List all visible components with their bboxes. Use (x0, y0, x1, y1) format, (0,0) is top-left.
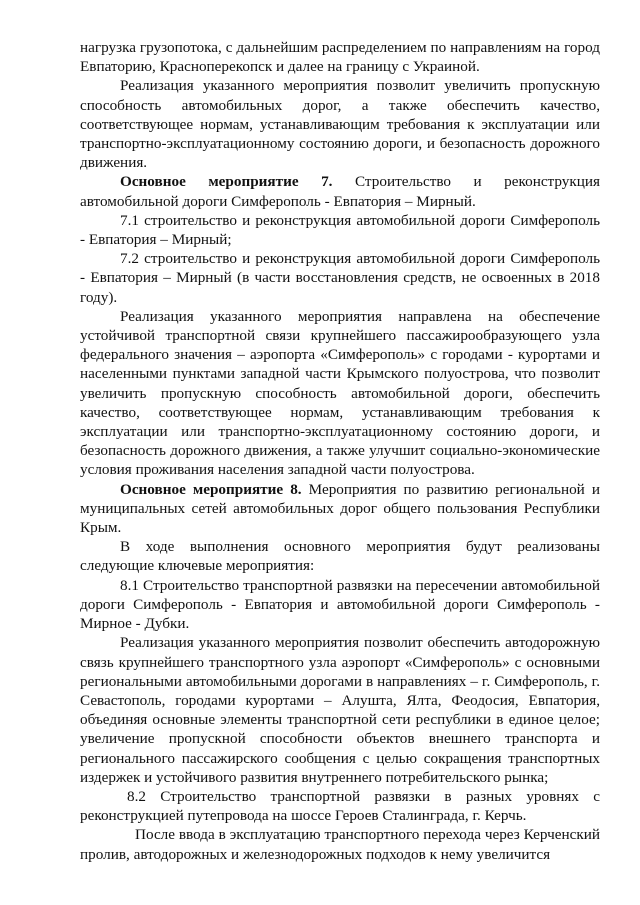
paragraph-item-8-1: 8.1 Строительство транспортной развязки на пересечении автомобильной дороги Симферополь - Евпатория и автомобильной дороги Симферополь - Мирное - Дубки. (80, 576, 600, 633)
measure-8-heading: Основное мероприятие 8. (120, 480, 302, 498)
measure-8-text: Мероприятия по развитию региональной и муниципальных сетей автомобильных дорог общего пользования Республики Крым. (80, 480, 600, 537)
paragraph-implementation-3: Реализация указанного мероприятия позволит обеспечить автодорожную связь крупнейшего транспортного узла аэропорт «Симферополь» с основными региональными автомобильными дорогами в направлениях – г. Симферополь, г. Севастополь, городами курортами – Алушта, Ялта, Феодосия, Евпатория, объединяя основные элементы транспортной сети республики в единое целое; увеличение пропускной способности объектов внешнего транспорта и регионального пассажирского сообщения с целью сокращения транспортных издержек и устойчивого развития внутреннего потребительского рынка; (80, 634, 600, 786)
paragraph-implementation-1: Реализация указанного мероприятия позволит увеличить пропускную способность автомобильных дорог, а также обеспечить качество, соответствующее нормам, устанавливающим требования к эксплуатации или транспортно-эксплуатационному состоянию дороги, и безопасность дорожного движения. (80, 77, 600, 172)
measure-7-heading: Основное мероприятие 7. (120, 173, 333, 191)
paragraph-measure-8 (80, 480, 600, 538)
paragraph-item-7-2: 7.2 строительство и реконструкция автомобильной дороги Симферополь - Евпатория – Мирный (в части восстановления средств, не освоенных в 2018 году). (80, 250, 600, 306)
paragraph-cargo-flow: нагрузка грузопотока, с дальнейшим распределением по направлениям на город Евпаторию, Красноперекопск и далее на границу с Украиной. (80, 39, 600, 76)
document-page (80, 38, 600, 864)
paragraph-item-7-1: 7.1 строительство и реконструкция автомобильной дороги Симферополь - Евпатория – Мирный; (80, 211, 600, 249)
paragraph-key-measures: В ходе выполнения основного мероприятия будут реализованы следующие ключевые мероприятия: (80, 538, 600, 575)
paragraph-implementation-2: Реализация указанного мероприятия направлена на обеспечение устойчивой транспортной связи крупнейшего пассажирообразующего узла федерального значения – аэропорта «Симферополь» с городами - курортами и населенными пунктами западной части Крымского полуострова, что позволит увеличить пропускную способность автомобильной дороги, обеспечить качество, соответствующее нормам, устанавливающим требования к эксплуатации или транспортно-эксплуатационному состоянию дороги, и безопасность дорожного движения, а также улучшит социально-экономические условия проживания населения западной части полуострова. (80, 307, 600, 479)
paragraph-measure-7 (80, 172, 600, 210)
paragraph-kerch-crossing: После ввода в эксплуатацию транспортного перехода через Керченский пролив, автодорожных и железнодорожных подходов к нему увеличится (80, 826, 600, 863)
measure-7-text: Строительство и реконструкция автомобильной дороги Симферополь - Евпатория – Мирный. (80, 173, 600, 210)
paragraph-item-8-2: 8.2 Строительство транспортной развязки в разных уровнях с реконструкцией путепровода на шоссе Героев Сталинграда, г. Керчь. (80, 787, 600, 825)
